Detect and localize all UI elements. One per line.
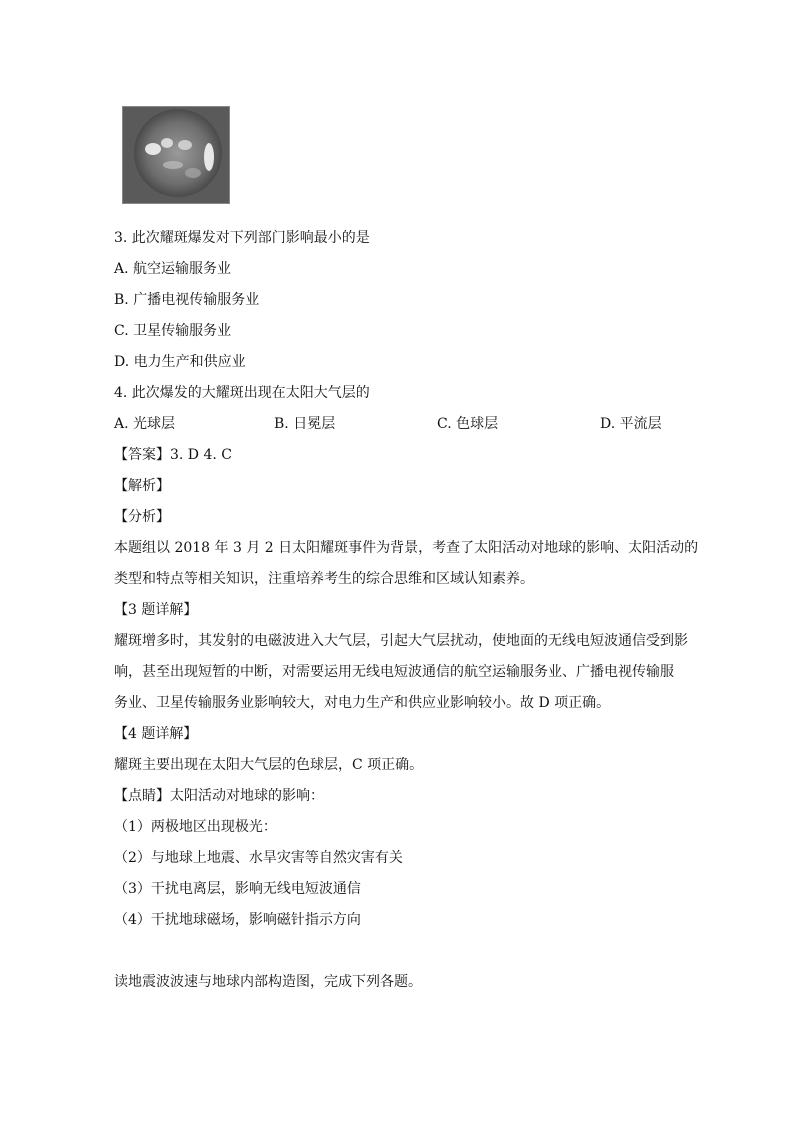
fenxi-header: 【分析】 bbox=[114, 509, 170, 525]
question-3-stem: 3. 此次耀斑爆发对下列部门影响最小的是 bbox=[114, 230, 370, 246]
dianjing-item-1: （1）两极地区出现极光： bbox=[114, 819, 277, 835]
dianjing-header: 【点睛】 bbox=[114, 788, 170, 804]
next-question-intro: 读地震波波速与地球内部构造图，完成下列各题。 bbox=[114, 974, 422, 990]
q3-detail-line-1: 耀斑增多时，其发射的电磁波进入大气层，引起大气层扰动，使地面的无线电短波通信受到影 bbox=[114, 633, 688, 649]
answer-line: 【答案】3. D 4. C bbox=[114, 447, 233, 463]
analysis-header: 【解析】 bbox=[114, 478, 170, 494]
question-4-option-b: B. 日冕层 bbox=[274, 416, 336, 432]
question-4-option-d: D. 平流层 bbox=[600, 416, 662, 432]
q4-detail-header: 【4 题详解】 bbox=[114, 726, 198, 742]
dianjing-line bbox=[114, 786, 324, 806]
question-4-option-c: C. 色球层 bbox=[437, 416, 499, 432]
q3-detail-line-2: 响，甚至出现短暂的中断，对需要运用无线电短波通信的航空运输服务业、广播电视传输服 bbox=[114, 664, 674, 680]
fenxi-line-2: 类型和特点等相关知识，注重培养考生的综合思维和区域认知素养。 bbox=[114, 571, 534, 587]
solar-flare-image bbox=[122, 106, 230, 204]
dianjing-item-3: （3）干扰电离层，影响无线电短波通信 bbox=[114, 881, 361, 897]
question-4-option-a: A. 光球层 bbox=[114, 416, 176, 432]
dianjing-item-2: （2）与地球上地震、水旱灾害等自然灾害有关 bbox=[114, 850, 403, 866]
q3-detail-line-3: 务业、卫星传输服务业影响较大，对电力生产和供应业影响较小。故 D 项正确。 bbox=[114, 695, 611, 711]
question-4-options bbox=[114, 414, 674, 434]
question-3-option-c: C. 卫星传输服务业 bbox=[114, 323, 232, 339]
dianjing-item-4: （4）干扰地球磁场，影响磁针指示方向 bbox=[114, 912, 361, 928]
question-3-option-b: B. 广播电视传输服务业 bbox=[114, 292, 260, 308]
dianjing-title: 太阳活动对地球的影响： bbox=[170, 788, 324, 804]
fenxi-line-1: 本题组以 2018 年 3 月 2 日太阳耀斑事件为背景，考查了太阳活动对地球的影响、太阳活动的 bbox=[114, 540, 699, 556]
q4-detail-line: 耀斑主要出现在太阳大气层的色球层，C 项正确。 bbox=[114, 757, 424, 773]
question-3-option-a: A. 航空运输服务业 bbox=[114, 261, 232, 277]
question-3-option-d: D. 电力生产和供应业 bbox=[114, 354, 246, 370]
question-4-stem: 4. 此次爆发的大耀斑出现在太阳大气层的 bbox=[114, 385, 370, 401]
q3-detail-header: 【3 题详解】 bbox=[114, 602, 198, 618]
